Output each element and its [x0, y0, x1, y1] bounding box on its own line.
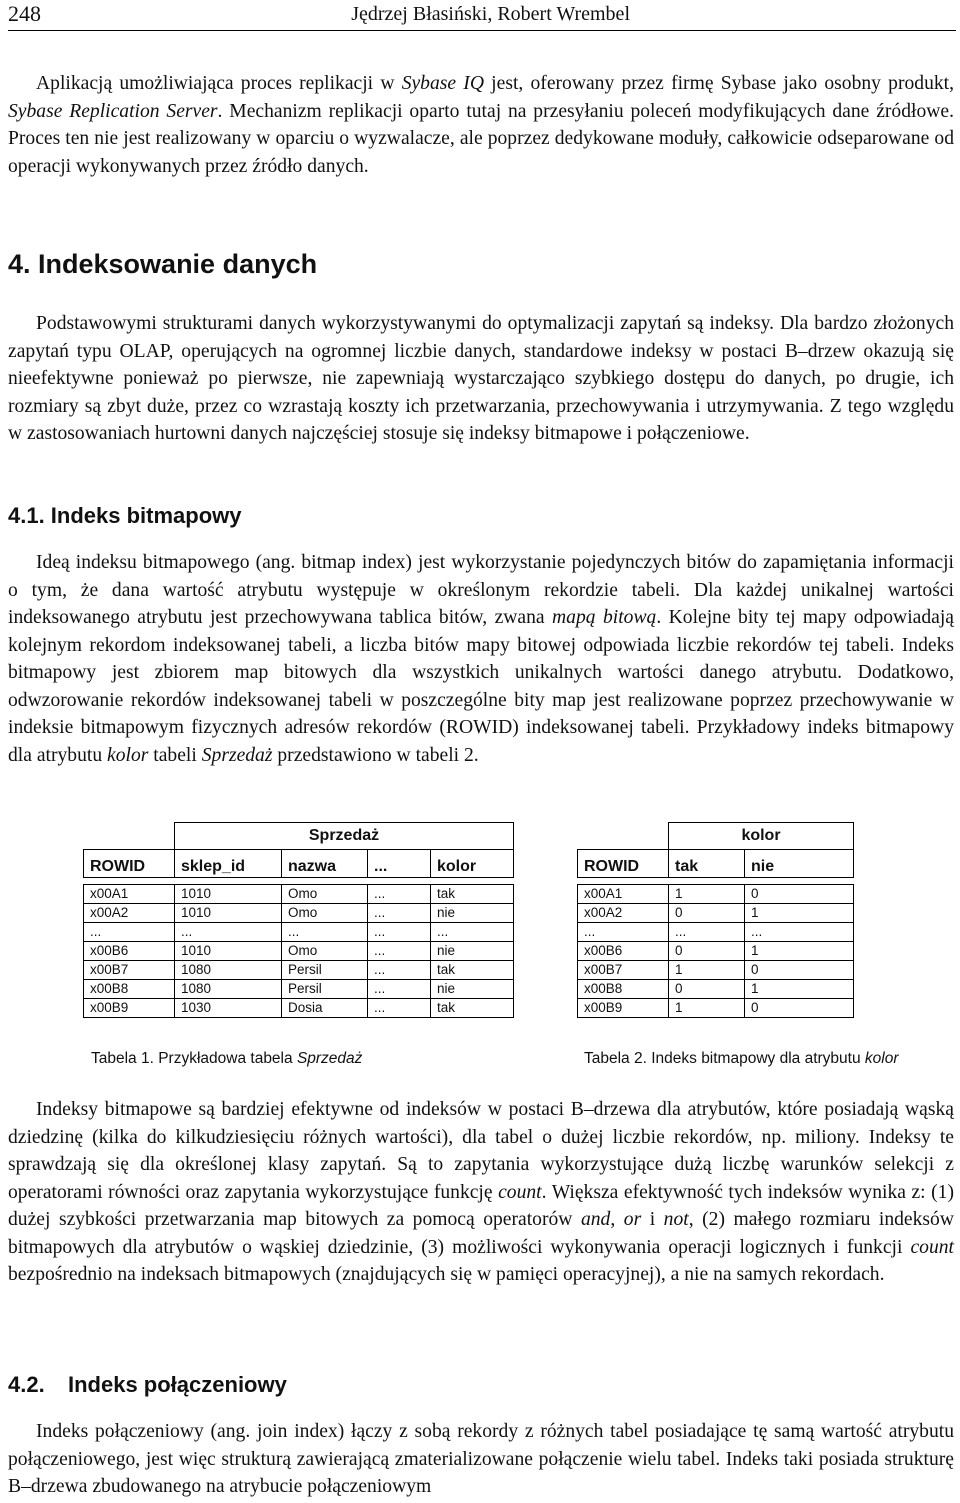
table-cell: ...: [175, 923, 282, 942]
table-cell: 1: [745, 942, 854, 961]
section-4-1-paragraph: Ideą indeksu bitmapowego (ang. bitmap index) jest wykorzystanie pojedynczych bitów do zapamiętania informacji o tym, że dana wartość atrybutu występuje w określonym rekordzie tabeli. Dla każdej unikalnej wartości indeksowanego atrybutu jest przechowywana tablica bitów, zwana mapą bitową. Kolejne bity tej mapy odpowiadają kolejnym rekordom indeksowanej tabeli, a liczba bitów mapy bitowej odpowiada liczbie rekordów tej tabeli. Indeks bitmapowy jest zbiorem map bitowych dla wszystkich unikalnych wartości danego atrybutu. Dodatkowo, odwzorowanie rekordów indeksowanej tabeli w poszczególne bity map jest realizowane poprzez przechowywanie w indeksie bitmapowym fizycznych adresów rekordów (ROWID) indeksowanej tabeli. Przykładowy indeks bitmapowy dla atrybutu kolor tabeli Sprzedaż przedstawiono w tabeli 2.: [8, 552, 954, 766]
column-header: ...: [368, 850, 431, 878]
bitmap-efficiency-paragraph: Indeksy bitmapowe są bardziej efektywne od indeksów w postaci B–drzewa dla atrybutów, które posiadają wąską dziedzinę (kilka do kilkudziesięciu różnych wartości), dla tabel o dużej liczbie rekordów, np. miliony. Indeksy te sprawdzają się dla określonej klasy zapytań. Są to zapytania wykorzystujące dużą liczbę warunków selekcji z operatorami równości oraz zapytania wykorzystujące funkcję count. Większa efektywność tych indeksów wynika z: (1) dużej szybkości przetwarzania map bitowych za pomocą operatorów and, or i not, (2) małego rozmiaru indeksów bitmapowych dla atrybutów o wąskiej dziedzinie, (3) możliwości wykonywania operacji logicznych i funkcji count bezpośrednio na indeksach bitmapowych (znajdujących się w pamięci operacyjnej), a nie na samych rekordach.: [8, 1099, 954, 1285]
table-row: [84, 999, 514, 1018]
table-cell: Persil: [282, 980, 368, 999]
section-4-heading: 4. Indeksowanie danych: [8, 249, 318, 279]
table-cell: 1080: [175, 980, 282, 999]
table-cell: 1: [669, 961, 745, 980]
table-cell: tak: [431, 961, 514, 980]
table-row: [578, 942, 854, 961]
table-gap-row: [84, 878, 514, 885]
table-sprzedaz: [83, 822, 514, 1018]
table-cell: ...: [368, 980, 431, 999]
table-cell: ...: [368, 923, 431, 942]
table-cell: ...: [282, 923, 368, 942]
table-cell: 0: [669, 980, 745, 999]
table-cell: 1: [669, 885, 745, 904]
table-1-caption: Tabela 1. Przykładowa tabela Sprzedaż: [91, 1050, 363, 1067]
table-cell: Dosia: [282, 999, 368, 1018]
running-header: [8, 0, 956, 31]
table-cell: ...: [368, 885, 431, 904]
table-row: [84, 961, 514, 980]
table-header-row: [578, 850, 854, 878]
table-cell: x00B7: [84, 961, 175, 980]
section-4-paragraph: Podstawowymi strukturami danych wykorzystywanymi do optymalizacji zapytań są indeksy. Dla bardzo złożonych zapytań typu OLAP, operujących na ogromnej liczbie danych, standardowe indeksy w postaci B–drzew okazują się nieefektywne ponieważ po pierwsze, nie zapewniają wystarczająco szybkiego dostępu do danych, po drugie, ich rozmiary są zbyt duże, przez co wzrastają koszty ich przetwarzania, przechowywania i utrzymywania. Z tego względu w zastosowaniach hurtowni danych najczęściej stosuje się indeksy bitmapowe i połączeniowe.: [8, 313, 954, 444]
column-header: nazwa: [282, 850, 368, 878]
table-cell: x00B6: [84, 942, 175, 961]
column-header: ROWID: [84, 850, 175, 878]
table-row: [578, 904, 854, 923]
table-cell: x00A1: [84, 885, 175, 904]
table-row: [578, 885, 854, 904]
table-cell: 0: [745, 961, 854, 980]
intro-paragraph: Aplikacją umożliwiająca proces replikacji w Sybase IQ jest, oferowany przez firmę Sybase jako osobny produkt, Sybase Replication Server. Mechanizm replikacji oparto tutaj na przesyłaniu poleceń modyfikujących dane źródłowe. Proces ten nie jest realizowany w oparciu o wyzwalacze, ale poprzez dedykowane moduły, całkowicie odseparowane od operacji wykonywanych przez źródło danych.: [8, 73, 955, 177]
term-sprzedaz: Sprzedaż: [201, 744, 273, 766]
table-group-label: Sprzedaż: [175, 823, 514, 850]
table-cell: Omo: [282, 885, 368, 904]
table-cell: 1030: [175, 999, 282, 1018]
table-cell: x00A2: [578, 904, 669, 923]
table-cell: Omo: [282, 942, 368, 961]
table-2-caption: Tabela 2. Indeks bitmapowy dla atrybutu kolor: [584, 1050, 899, 1067]
table-row: [84, 885, 514, 904]
table-row: [578, 980, 854, 999]
column-header: ROWID: [578, 850, 669, 878]
column-header: nie: [745, 850, 854, 878]
table-gap-row: [578, 878, 854, 885]
table-cell: x00B7: [578, 961, 669, 980]
table-cell: x00B9: [578, 999, 669, 1018]
term-replication-server: Sybase Replication Server: [8, 100, 218, 122]
table-cell: 0: [669, 942, 745, 961]
table-cell: x00B9: [84, 999, 175, 1018]
table-cell: Persil: [282, 961, 368, 980]
table-row: [84, 923, 514, 942]
table-cell: x00A2: [84, 904, 175, 923]
table-cell: 1: [745, 904, 854, 923]
table-row: [578, 961, 854, 980]
table-cell: ...: [578, 923, 669, 942]
table-cell: nie: [431, 980, 514, 999]
page-number: 248: [8, 1, 41, 26]
table-cell: 1010: [175, 904, 282, 923]
term-kolor: kolor: [107, 744, 149, 766]
table-cell: ...: [431, 923, 514, 942]
table-cell: 0: [669, 904, 745, 923]
table-cell: 1: [745, 980, 854, 999]
table-group-label: kolor: [669, 823, 854, 850]
section-4-2-heading: 4.2. Indeks połączeniowy: [8, 1372, 287, 1397]
table-row: [578, 999, 854, 1018]
table-cell: 1080: [175, 961, 282, 980]
table-cell: ...: [368, 999, 431, 1018]
table-cell: nie: [431, 904, 514, 923]
column-header: kolor: [431, 850, 514, 878]
table-cell: 1: [669, 999, 745, 1018]
table-cell: ...: [84, 923, 175, 942]
table-cell: nie: [431, 942, 514, 961]
table-kolor-index: [577, 822, 854, 1018]
table-cell: x00B8: [578, 980, 669, 999]
table-group-row: [84, 823, 514, 850]
table-cell: ...: [368, 942, 431, 961]
column-header: tak: [669, 850, 745, 878]
table-cell: ...: [669, 923, 745, 942]
table-row: [84, 904, 514, 923]
table-cell: Omo: [282, 904, 368, 923]
section-4-2-paragraph: Indeks połączeniowy (ang. join index) łączy z sobą rekordy z różnych tabel posiadające tę samą wartość atrybutu połączeniowego, jest więc strukturą zawierającą zmaterializowane połączenie wielu tabel. Indeks taki posiada strukturę B–drzewa zbudowanego na atrybucie połączeniowym: [8, 1421, 954, 1497]
table-cell: x00B6: [578, 942, 669, 961]
term-sybase-iq: Sybase IQ: [401, 73, 484, 94]
table-header-row: [84, 850, 514, 878]
column-header: sklep_id: [175, 850, 282, 878]
table-row: [84, 942, 514, 961]
table-cell: tak: [431, 885, 514, 904]
table-cell: x00B8: [84, 980, 175, 999]
table-cell: x00A1: [578, 885, 669, 904]
table-cell: ...: [368, 961, 431, 980]
table-cell: tak: [431, 999, 514, 1018]
table-cell: 1010: [175, 942, 282, 961]
table-cell: ...: [745, 923, 854, 942]
table-row: [578, 923, 854, 942]
table-cell: 0: [745, 999, 854, 1018]
table-cell: 1010: [175, 885, 282, 904]
section-4-1-heading: 4.1. Indeks bitmapowy: [8, 503, 242, 528]
table-cell: ...: [368, 904, 431, 923]
term-mapa-bitowa: mapą bitową: [552, 607, 657, 628]
table-row: [84, 980, 514, 999]
table-group-row: [578, 823, 854, 850]
running-header-authors: Jędrzej Błasiński, Robert Wrembel: [351, 3, 630, 25]
table-cell: 0: [745, 885, 854, 904]
